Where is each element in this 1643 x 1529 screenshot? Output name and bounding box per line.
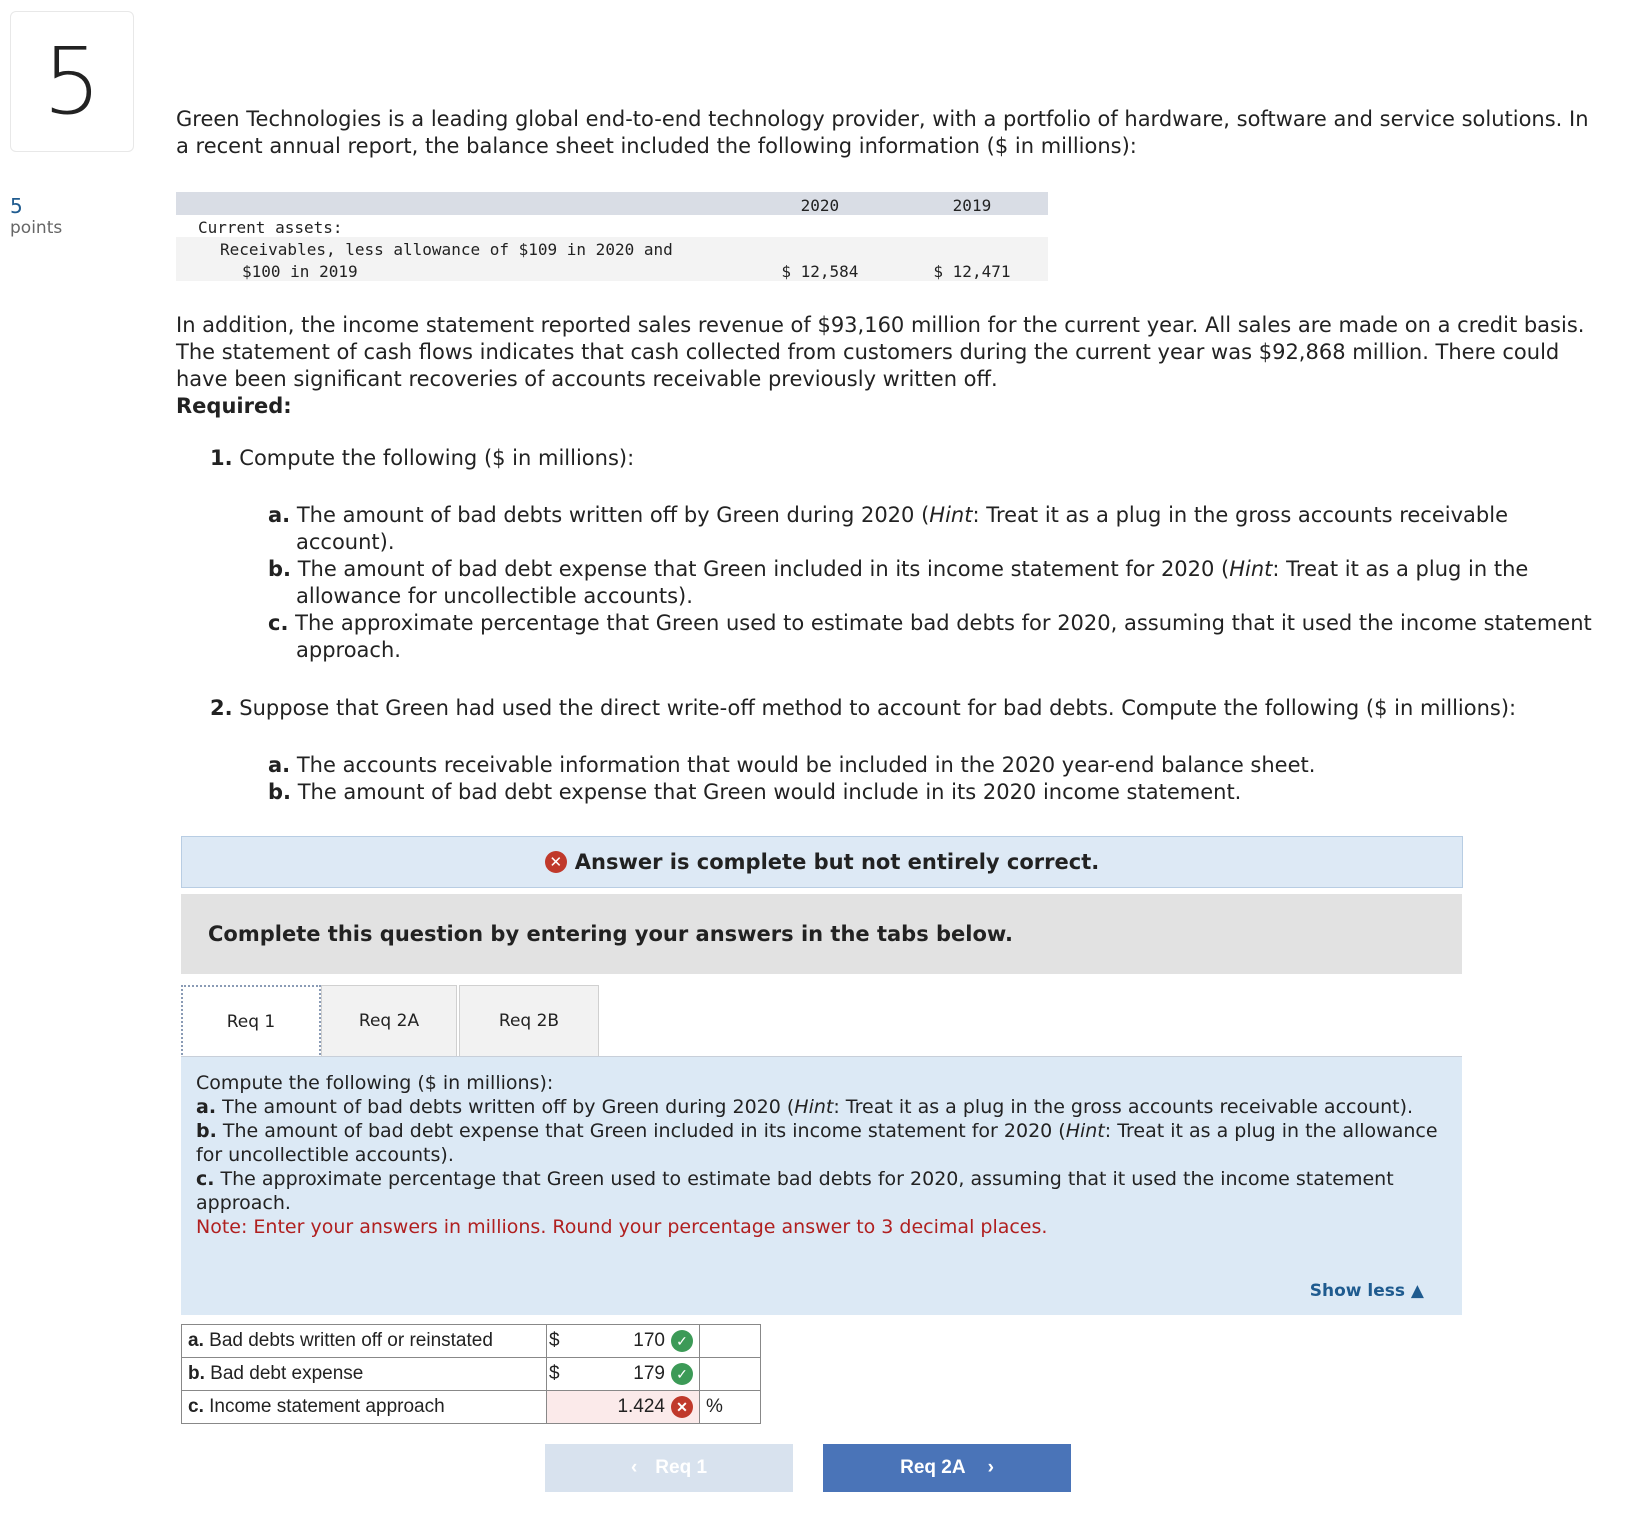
- check-icon: ✓: [671, 1330, 693, 1352]
- triangle-up-icon: ▲: [1410, 1281, 1424, 1301]
- panel-line1: Compute the following ($ in millions):: [196, 1072, 554, 1094]
- req2-number: 2.: [210, 696, 233, 720]
- tab-req-2b[interactable]: Req 2B: [459, 985, 599, 1057]
- error-icon: ✕: [671, 1396, 693, 1418]
- answer-row-b: b. Bad debt expense $ 179 ✓: [182, 1358, 761, 1391]
- requirement-2-items: [268, 752, 1598, 806]
- show-less-link[interactable]: Show less ▲: [1309, 1281, 1424, 1301]
- requirement-1: [210, 446, 634, 470]
- answer-row-a: a. Bad debts written off or reinstated $ 170 ✓: [182, 1325, 761, 1358]
- chevron-left-icon: ‹: [630, 1457, 638, 1478]
- req1-number: 1.: [210, 446, 233, 470]
- panel-item-c: c. The approximate percentage that Green used to estimate bad debts for 2020, assuming that it used the income statement approach.: [196, 1168, 1394, 1214]
- additional-info: [176, 312, 1596, 420]
- req2-item-b: b. The amount of bad debt expense that Green would include in its 2020 income statement.: [268, 780, 1242, 804]
- question-intro: [176, 106, 1596, 160]
- req2-text: Suppose that Green had used the direct write-off method to account for bad debts. Compute the following ($ in millions):: [239, 696, 1517, 720]
- receivables-label-1: Receivables, less allowance of $109 in 2020 and: [220, 240, 673, 259]
- req1-item-c: c. The approximate percentage that Green used to estimate bad debts for 2020, assuming that it used the income statement approach.: [268, 611, 1592, 662]
- next-button[interactable]: Req 2A ›: [823, 1444, 1071, 1492]
- points-value: 5: [10, 194, 23, 218]
- answer-input-a[interactable]: 170 ✓: [563, 1325, 700, 1358]
- receivables-2019: $ 12,471: [933, 262, 1011, 281]
- answer-input-b[interactable]: 179 ✓: [563, 1358, 700, 1391]
- panel-text: [196, 1071, 1446, 1239]
- instruction-text: Complete this question by entering your answers in the tabs below.: [208, 922, 1013, 946]
- req2-item-a: a. The accounts receivable information that would be included in the 2020 year-end balance sheet.: [268, 753, 1316, 777]
- points-label: points: [10, 218, 63, 238]
- req1-item-b: b. The amount of bad debt expense that Green included in its income statement for 2020 (Hint: Treat it as a plug in the allowance for uncollectible accounts).: [268, 557, 1529, 608]
- error-icon: ✕: [545, 851, 567, 873]
- col-2019: 2019: [952, 196, 992, 215]
- answer-table: [181, 1324, 761, 1424]
- balance-sheet-table: [176, 192, 1048, 281]
- receivables-2020: $ 12,584: [781, 262, 859, 281]
- panel-item-b: b. The amount of bad debt expense that Green included in its income statement for 2020 (Hint: Treat it as a plug in the allowance for uncollectible accounts).: [196, 1120, 1438, 1166]
- balance-sheet-header: [176, 192, 1048, 215]
- check-icon: ✓: [671, 1363, 693, 1385]
- receivables-label-2: $100 in 2019: [242, 262, 358, 281]
- answer-input-c[interactable]: 1.424 ✕: [563, 1391, 700, 1424]
- result-banner-text: Answer is complete but not entirely correct.: [574, 850, 1100, 874]
- panel-note: Note: Enter your answers in millions. Round your percentage answer to 3 decimal places.: [196, 1216, 1048, 1238]
- requirement-1-items: [268, 502, 1598, 664]
- requirement-2: [210, 696, 1516, 720]
- required-label: Required:: [176, 394, 292, 418]
- section-current-assets: Current assets:: [198, 218, 343, 237]
- question-number: 5: [42, 27, 102, 135]
- req1-panel: [181, 1057, 1462, 1315]
- question-number-box: [10, 11, 134, 152]
- req1-text: Compute the following ($ in millions):: [239, 446, 635, 470]
- col-2020: 2020: [800, 196, 840, 215]
- result-banner: [181, 836, 1463, 888]
- answer-row-c: c. Income statement approach 1.424 ✕ %: [182, 1391, 761, 1424]
- tab-req-2a[interactable]: Req 2A: [321, 985, 457, 1057]
- additional-info-text: In addition, the income statement reported sales revenue of $93,160 million for the current year. All sales are made on a credit basis. The statement of cash flows indicates that cash collected from customers during the current year was $92,868 million. There could have been significant recoveries of accounts receivable previously written off.: [176, 313, 1585, 391]
- prev-button[interactable]: ‹ Req 1: [545, 1444, 793, 1492]
- panel-item-a: a. The amount of bad debts written off by Green during 2020 (Hint: Treat it as a plug in the gross accounts receivable account).: [196, 1096, 1414, 1118]
- req1-item-a: a. The amount of bad debts written off by Green during 2020 (Hint: Treat it as a plug in the gross accounts receivable account).: [268, 503, 1508, 554]
- instruction-box: [181, 894, 1462, 974]
- tab-req-1[interactable]: Req 1: [181, 985, 321, 1059]
- intro-text: Green Technologies is a leading global end-to-end technology provider, with a portfolio of hardware, software and service solutions. In a recent annual report, the balance sheet included the following information ($ in millions):: [176, 107, 1589, 158]
- chevron-right-icon: ›: [987, 1457, 994, 1478]
